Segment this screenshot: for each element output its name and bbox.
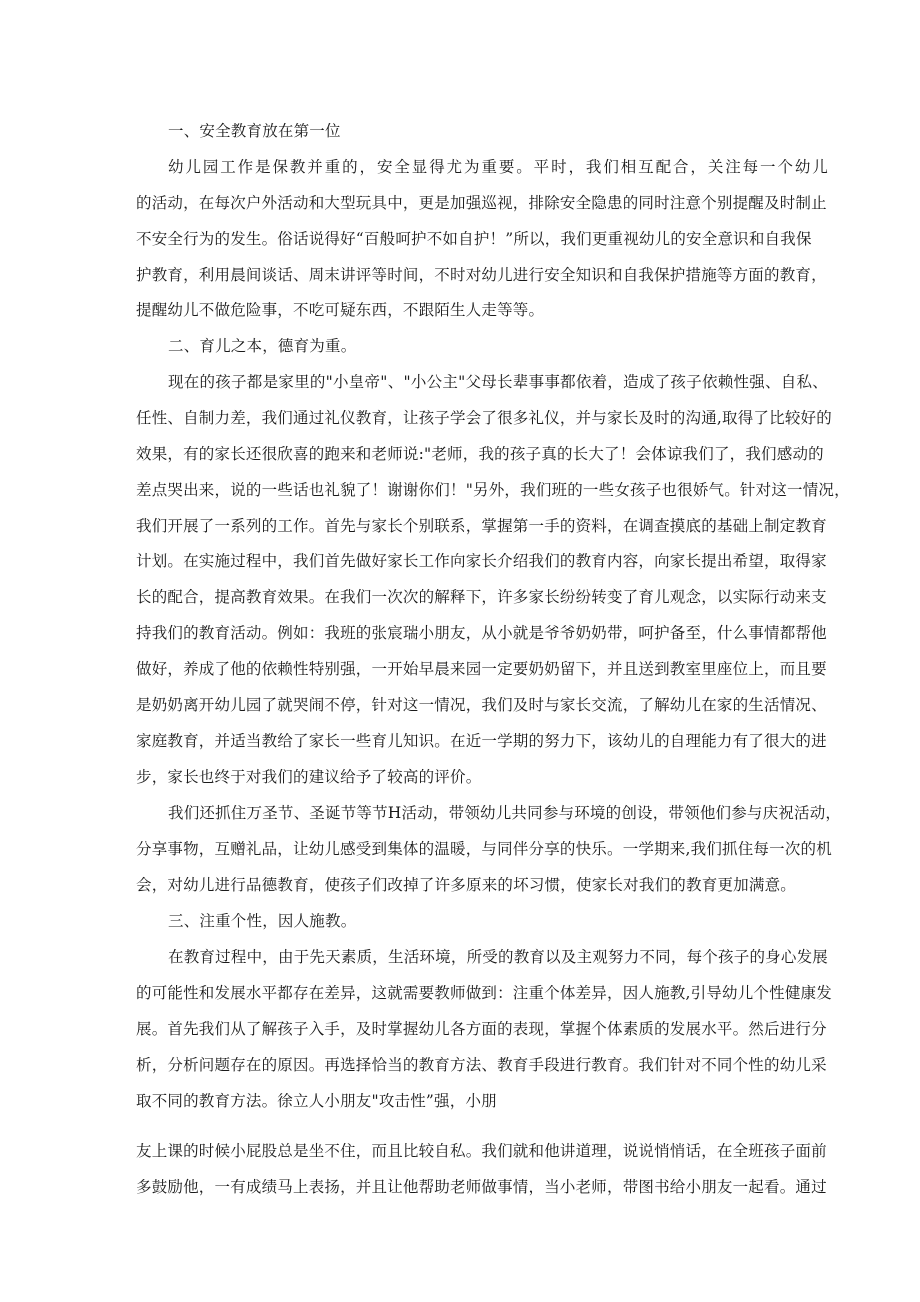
paragraph-line: 差点哭出来，说的一些话也礼貌了！谢谢你们！"另外，我们班的一些女孩子也很娇气。针对这一情况， bbox=[136, 481, 850, 499]
paragraph-line: 友上课的时候小屁股总是坐不住，而且比较自私。我们就和他讲道理，说说悄悄话，在全班孩子面前 bbox=[136, 1142, 827, 1160]
paragraph-line: 步，家长也终于对我们的建议给予了较高的评价。 bbox=[136, 768, 482, 786]
paragraph-line: 在教育过程中，由于先天素质，生活环境，所受的教育以及主观努力不同，每个孩子的身心发展 bbox=[168, 948, 828, 966]
paragraph-line: 幼儿园工作是保教并重的，安全显得尤为重要。平时，我们相互配合，关注每一个幼儿 bbox=[168, 158, 828, 176]
paragraph-line: 的活动，在每次户外活动和大型玩具中，更是加强巡视，排除安全隐患的同时注意个别提醒及时制止 bbox=[136, 194, 827, 212]
paragraph-line: 会，对幼儿进行品德教育，使孩子们改掉了许多原来的坏习惯，使家长对我们的教育更加满意。 bbox=[136, 876, 796, 894]
paragraph-line: 的可能性和发展水平都存在差异，这就需要教师做到：注重个体差异，因人施教,引导幼儿个性健康发 bbox=[136, 984, 832, 1002]
section-heading-individuality: 三、注重个性，因人施教。 bbox=[168, 912, 357, 930]
paragraph-line: 做好，养成了他的依赖性特别强，一开始早晨来园一定要奶奶留下，并且送到教室里座位上，而且要 bbox=[136, 660, 827, 678]
section-heading-moral: 二、育儿之本，德育为重。 bbox=[168, 337, 357, 355]
paragraph-line: 提醒幼儿不做危险事，不吃可疑东西，不跟陌生人走等等。 bbox=[136, 301, 545, 319]
paragraph-line: 是奶奶离开幼儿园了就哭闹不停，针对这一情况，我们及时与家长交流，了解幼儿在家的生活情况、 bbox=[136, 696, 827, 714]
paragraph-line: 家庭教育，并适当教给了家长一些育儿知识。在近一学期的努力下，该幼儿的自理能力有了很大的进 bbox=[136, 732, 827, 750]
paragraph-line: 不安全行为的发生。俗话说得好“百般呵护不如自护！”所以，我们更重视幼儿的安全意识和自我保 bbox=[136, 230, 812, 248]
paragraph-line: 取不同的教育方法。徐立人小朋友"攻击性”强，小朋 bbox=[136, 1092, 497, 1110]
paragraph-line: 长的配合，提高教育效果。在我们一次次的解释下，许多家长纷纷转变了育儿观念，以实际行动来支 bbox=[136, 588, 827, 606]
paragraph-line: 现在的孩子都是家里的"小皇帝"、"小公主"父母长辈事事都依着，造成了孩子依赖性强、自私、 bbox=[168, 373, 828, 391]
paragraph-line: 分享事物，互赠礼品，让幼儿感受到集体的温暖，与同伴分享的快乐。一学期来,我们抓住每一次的机 bbox=[136, 840, 832, 858]
paragraph-line: 展。首先我们从了解孩子入手，及时掌握幼儿各方面的表现，掌握个体素质的发展水平。然后进行分 bbox=[136, 1020, 827, 1038]
paragraph-line: 计划。在实施过程中，我们首先做好家长工作向家长介绍我们的教育内容，向家长提出希望，取得家 bbox=[136, 552, 827, 570]
paragraph-line: 析，分析问题存在的原因。再选择恰当的教育方法、教育手段进行教育。我们针对不同个性的幼儿采 bbox=[136, 1056, 827, 1074]
paragraph-line: 效果，有的家长还很欣喜的跑来和老师说:"老师，我的孩子真的长大了！会体谅我们了，我们感动的 bbox=[136, 445, 824, 463]
section-heading-safety: 一、安全教育放在第一位 bbox=[168, 122, 341, 140]
paragraph-line: 持我们的教育活动。例如：我班的张宸瑞小朋友，从小就是爷爷奶奶带，呵护备至，什么事情都帮他 bbox=[136, 624, 827, 642]
paragraph-line: 我们开展了一系列的工作。首先与家长个别联系，掌握第一手的资料，在调查摸底的基础上制定教育 bbox=[136, 517, 827, 535]
paragraph-line: 我们还抓住万圣节、圣诞节等节H活动，带领幼儿共同参与环境的创设，带领他们参与庆祝活动， bbox=[168, 804, 842, 822]
paragraph-line: 多鼓励他，一有成绩马上表扬，并且让他帮助老师做事情，当小老师，带图书给小朋友一起看。通过 bbox=[136, 1178, 827, 1196]
paragraph-line: 任性、自制力差，我们通过礼仪教育，让孩子学会了很多礼仪，并与家长及时的沟通,取得了比较好的 bbox=[136, 409, 832, 427]
paragraph-line: 护教育，利用晨间谈话、周末讲评等时间，不时对幼儿进行安全知识和自我保护措施等方面的教育， bbox=[136, 266, 827, 284]
